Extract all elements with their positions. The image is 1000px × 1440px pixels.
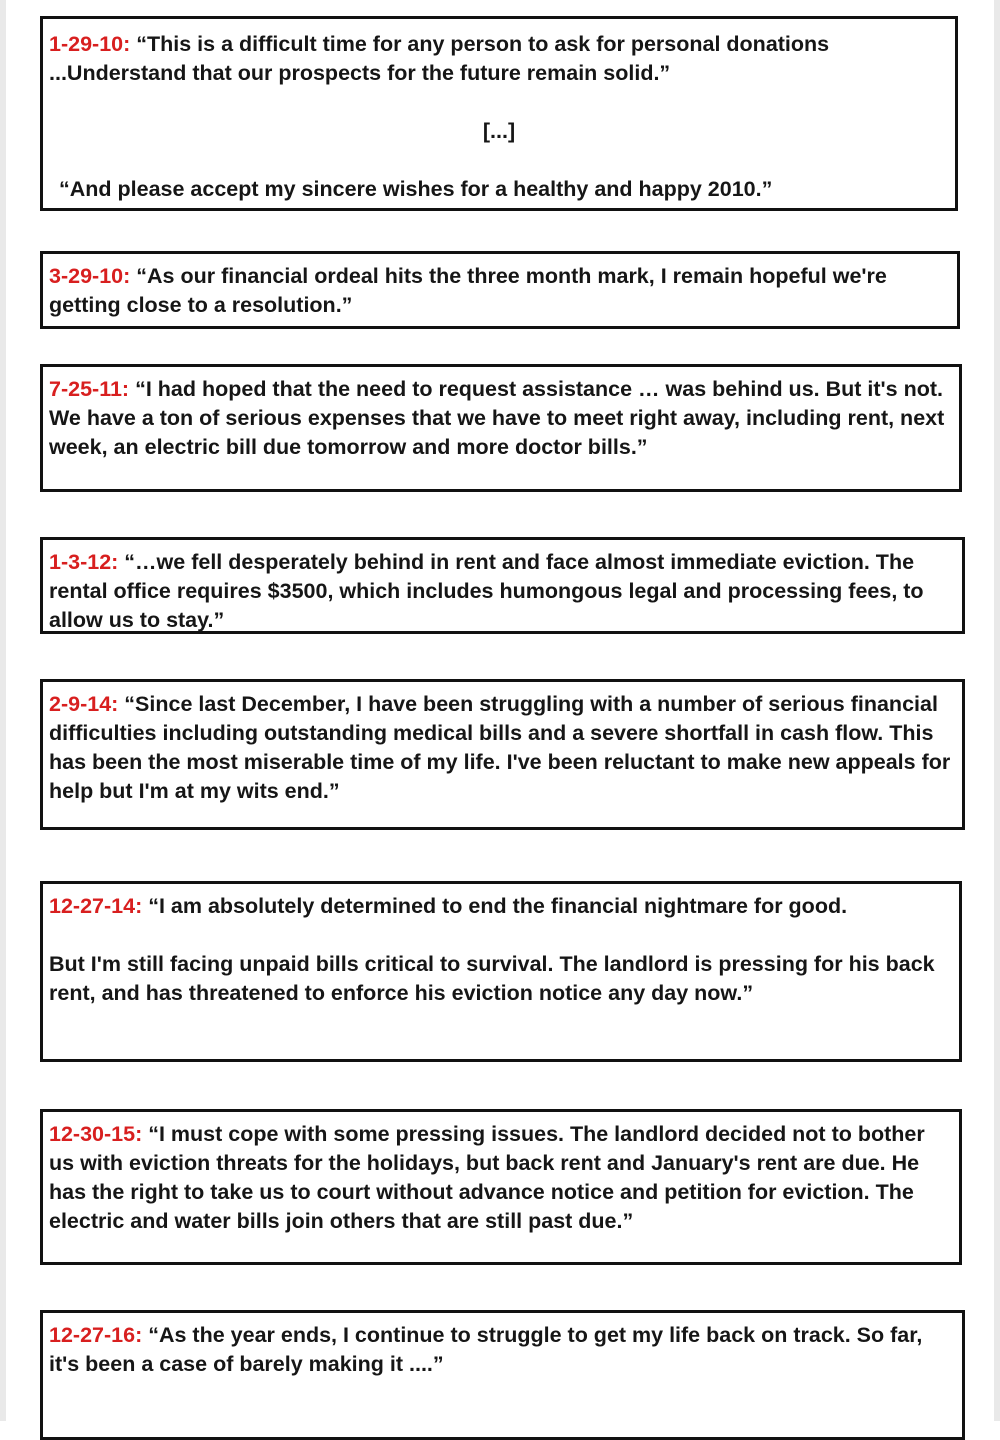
quote-paragraph bbox=[49, 1120, 953, 1236]
quote-paragraph bbox=[49, 1321, 956, 1379]
page-edge-right bbox=[994, 0, 1000, 1421]
quote-paragraph bbox=[49, 375, 953, 462]
quote-paragraph bbox=[49, 892, 953, 921]
spacer bbox=[49, 88, 949, 117]
quote-ellipsis: [...] bbox=[482, 119, 516, 143]
quote-text: “I am absolutely determined to end the financial nightmare for good. bbox=[148, 894, 848, 918]
quote-paragraph bbox=[49, 30, 949, 88]
quote-text: “This is a difficult time for any person to ask for personal donations ...Understand that our prospects for the future remain solid.” bbox=[49, 32, 830, 85]
spacer bbox=[49, 921, 953, 950]
quote-text: “Since last December, I have been struggling with a number of serious financial difficulties including outstanding medical bills and a severe shortfall in cash flow. This has been the most miserable time of my life. I've been reluctant to make new appeals for help but I'm at my wits end.” bbox=[49, 692, 951, 803]
quote-paragraph bbox=[49, 262, 951, 320]
quote-date: 1-3-12: bbox=[49, 550, 119, 574]
quote-box-1 bbox=[40, 16, 958, 211]
quote-date: 12-27-16: bbox=[49, 1323, 143, 1347]
quote-date: 2-9-14: bbox=[49, 692, 119, 716]
quote-text: “I had hoped that the need to request assistance … was behind us. But it's not. We have a ton of serious expenses that we have to meet right away, including rent, next week, an electric bill due tomorrow and more doctor bills.” bbox=[49, 377, 945, 459]
quote-box-7 bbox=[40, 1109, 962, 1265]
quote-text: “As the year ends, I continue to struggle to get my life back on track. So far, it's been a case of barely making it ....” bbox=[49, 1323, 923, 1376]
page-edge-left bbox=[0, 0, 6, 1421]
quote-box-3 bbox=[40, 364, 962, 492]
quote-date: 7-25-11: bbox=[49, 377, 130, 401]
quote-box-6 bbox=[40, 881, 962, 1062]
quote-date: 1-29-10: bbox=[49, 32, 131, 56]
quote-text: “As our financial ordeal hits the three month mark, I remain hopeful we're getting close to a resolution.” bbox=[49, 264, 887, 317]
quote-paragraph: But I'm still facing unpaid bills critical to survival. The landlord is pressing for his back rent, and has threatened to enforce his eviction notice any day now.” bbox=[49, 952, 935, 1005]
quote-closing: “And please accept my sincere wishes for a healthy and happy 2010.” bbox=[59, 177, 773, 201]
quote-text: “…we fell desperately behind in rent and face almost immediate eviction. The rental office requires $3500, which includes humongous legal and processing fees, to allow us to stay.” bbox=[49, 550, 924, 632]
quote-box-4 bbox=[40, 537, 965, 634]
quote-date: 3-29-10: bbox=[49, 264, 131, 288]
quote-paragraph bbox=[49, 548, 956, 635]
quote-date: 12-30-15: bbox=[49, 1122, 143, 1146]
quote-date: 12-27-14: bbox=[49, 894, 143, 918]
spacer bbox=[49, 146, 949, 175]
quote-paragraph bbox=[49, 690, 956, 806]
quote-box-5 bbox=[40, 679, 965, 830]
quote-box-2 bbox=[40, 251, 960, 329]
quote-text: “I must cope with some pressing issues. The landlord decided not to bother us with eviction threats for the holidays, but back rent and January's rent are due. He has the right to take us to court without advance notice and petition for eviction. The electric and water bills join others that are still past due.” bbox=[49, 1122, 925, 1233]
